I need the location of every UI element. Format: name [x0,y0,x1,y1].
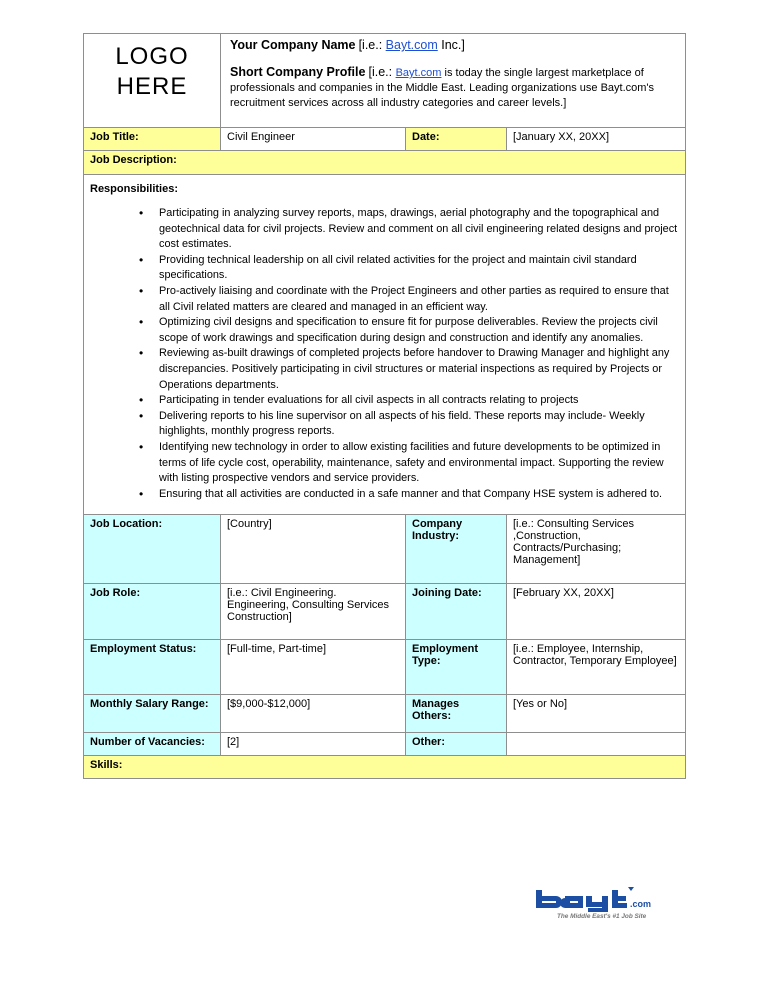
responsibilities-label: Responsibilities: [90,183,179,195]
bayt-logo-graphic [534,887,686,921]
company-profile [230,65,676,111]
job-description-form [83,33,685,779]
job-description-label [84,151,686,175]
vacancies-value-text: [2] [227,736,240,749]
responsibility-item: • Identifying new technology in order to allow existing facilities and future developments to be optimized in terms of life cycle cost, operability, maintenance, safety and environmental impact. Supporting the review with listing prospective vendors and service providers. [159,440,679,487]
manages-others-label-text: Manages Others: [412,698,460,723]
responsibility-item: • Reviewing as-built drawings of completed projects before handover to Drawing Manager and highlight any discrepancies. Positively participating in civil structures or material inspections as required by Projects or Operations departments. [159,346,679,393]
vacancies-label-text: Number of Vacancies: [90,736,205,749]
job-title-label-text: Job Title: [90,131,139,143]
responsibility-item: • Delivering reports to his line supervisor on all aspects of his field. These reports may include- Weekly highlights, monthly progress reports. [159,409,679,440]
employment-status-label-text: Employment Status: [90,643,197,656]
job-title-value-text: Civil Engineer [227,131,295,143]
skills-label-text: Skills: [90,759,123,772]
company-profile-label: Short Company Profile [230,65,366,79]
job-location-value [221,515,406,584]
job-role-value-text: [i.e.: Civil Engineering. Engineering, Consulting Services Construction] [227,587,390,624]
employment-type-value-text: [i.e.: Employee, Internship, Contractor, Temporary Employee] [513,643,677,668]
joining-date-value [507,584,686,640]
company-header [221,34,686,128]
job-form-table [83,33,686,779]
company-industry-label-text: Company Industry: [412,518,463,543]
job-title-value [221,128,406,151]
date-label [406,128,507,151]
other-label [406,733,507,756]
vacancies-value [221,733,406,756]
responsibility-item: • Providing technical leadership on all civil related activities for the project and maintain civil standard specifications. [159,253,679,284]
job-location-label-text: Job Location: [90,518,163,531]
job-location-value-text: [Country] [227,518,272,531]
employment-type-value [507,640,686,695]
date-value [507,128,686,151]
employment-status-label [84,640,221,695]
monthly-salary-value-text: [$9,000-$12,000] [227,698,311,711]
employment-type-label [406,640,507,695]
job-description-label-text: Job Description: [90,154,177,166]
manages-others-value [507,695,686,733]
company-industry-label [406,515,507,584]
responsibilities-section [84,175,686,515]
joining-date-value-text: [February XX, 20XX] [513,587,614,600]
logo-text: LOGO HERE [115,43,189,100]
responsibility-item: • Participating in analyzing survey reports, maps, drawings, aerial photography and the topographical and geotechnical data for civil projects. Review and comment on all civil engineering related designs and project cost estimates. [159,206,679,253]
manages-others-label [406,695,507,733]
company-name-label: Your Company Name [230,38,356,52]
company-name-link[interactable]: Bayt.com [385,38,438,52]
skills-label [84,756,686,779]
employment-type-label-text: Employment Type: [412,643,479,668]
responsibilities-list [90,206,679,502]
date-value-text: [January XX, 20XX] [513,131,609,143]
company-profile-prefix: [i.e.: [368,65,396,79]
job-title-label [84,128,221,151]
job-location-label [84,515,221,584]
responsibility-item: • Pro-actively liaising and coordinate with the Project Engineers and other parties as required to ensure that all Civil related matters are cleared and managed in an efficient way. [159,284,679,315]
monthly-salary-label-text: Monthly Salary Range: [90,698,209,711]
company-profile-text: is today the single largest marketplace of professionals and companies in the Middle East. Leading organizations use Bayt.com's recruitment services across all industry categories and career levels.] [230,67,655,109]
company-name-suffix: Inc.] [437,38,465,52]
svg-text:.com: .com [630,899,652,909]
responsibility-item: • Optimizing civil designs and specification to ensure fit for purpose deliverables. Review the projects civil scope of work drawings and specification during design and construction and identify any anomalies. [159,315,679,346]
employment-status-value-text: [Full-time, Part-time] [227,643,327,656]
job-role-label-text: Job Role: [90,587,141,600]
other-value [507,733,686,756]
job-role-value [221,584,406,640]
company-industry-value-text: [i.e.: Consulting Services ,Construction, Contracts/Purchasing; Management] [513,518,635,567]
bayt-logo [534,887,686,921]
company-industry-value [507,515,686,584]
manages-others-value-text: [Yes or No] [513,698,568,711]
job-role-label [84,584,221,640]
date-label-text: Date: [412,131,440,143]
other-label-text: Other: [412,736,445,749]
employment-status-value [221,640,406,695]
monthly-salary-label [84,695,221,733]
company-name-prefix: [i.e.: [358,38,386,52]
svg-text:The Middle East's #1 Job Site: The Middle East's #1 Job Site [557,913,647,920]
logo-placeholder [84,34,221,128]
responsibility-item: • Participating in tender evaluations for all civil aspects in all contracts relating to projects [159,393,679,409]
joining-date-label [406,584,507,640]
vacancies-label [84,733,221,756]
company-profile-link[interactable]: Bayt.com [395,67,442,79]
responsibility-item: • Ensuring that all activities are conducted in a safe manner and that Company HSE system is adhered to. [159,487,679,503]
monthly-salary-value [221,695,406,733]
company-name-line [230,38,676,54]
joining-date-label-text: Joining Date: [412,587,482,600]
